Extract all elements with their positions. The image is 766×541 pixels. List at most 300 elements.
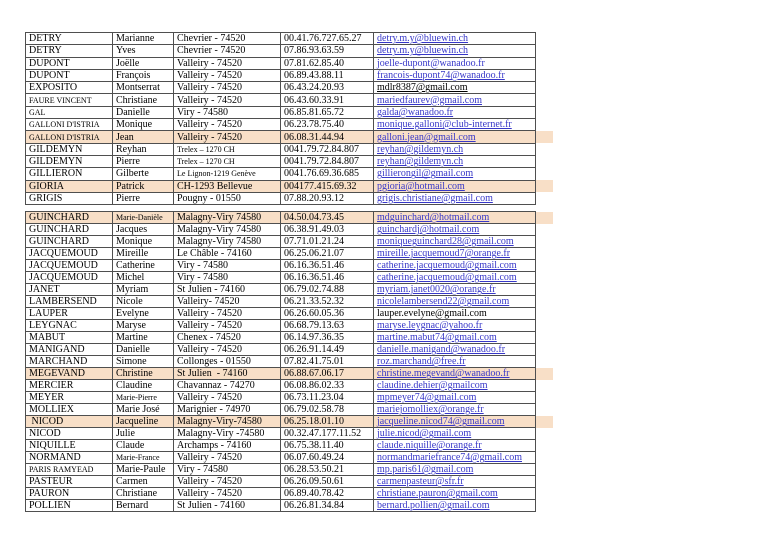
email-link[interactable]: christiane.pauron@gmail.com — [377, 488, 498, 500]
cell-first-name: Monique — [113, 236, 174, 248]
cell-address: Malagny-Viry 74580 — [174, 236, 281, 248]
cell-first-name: Joëlle — [113, 57, 174, 69]
cell-address: Trelex – 1270 CH — [174, 143, 281, 155]
cell-email — [374, 94, 536, 106]
cell-last-name: GRIGIS — [26, 192, 113, 204]
cell-phone: 06.08.86.02.33 — [281, 380, 374, 392]
cell-address: Valleiry - 74520 — [174, 57, 281, 69]
row-highlight-extension — [536, 404, 554, 416]
email-link[interactable]: catherine.jacquemoud@gmail.com — [377, 272, 517, 284]
row-highlight-extension — [536, 416, 554, 428]
table-row — [26, 260, 554, 272]
cell-email — [374, 344, 536, 356]
cell-email — [374, 368, 536, 380]
cell-address: Chenex - 74520 — [174, 332, 281, 344]
table-row — [26, 155, 554, 167]
cell-email — [374, 155, 536, 167]
cell-first-name: Christiane — [113, 488, 174, 500]
email-link[interactable]: detry.m.y@bluewin.ch — [377, 33, 469, 45]
table-row — [26, 272, 554, 284]
cell-email — [374, 82, 536, 94]
cell-phone: 00.32.47.177.11.52 — [281, 428, 374, 440]
row-highlight-extension — [536, 168, 554, 180]
cell-address: Valleiry - 74520 — [174, 119, 281, 131]
row-highlight-extension — [536, 500, 554, 512]
cell-first-name: Jacqueline — [113, 416, 174, 428]
cell-last-name: MOLLIEX — [26, 404, 113, 416]
cell-first-name: Martine — [113, 332, 174, 344]
email-link[interactable]: mariedfaurev@gmail.com — [377, 94, 482, 106]
cell-phone: 06.38.91.49.03 — [281, 224, 374, 236]
cell-email — [374, 248, 536, 260]
row-highlight-extension — [536, 476, 554, 488]
cell-last-name: MABUT — [26, 332, 113, 344]
cell-email — [374, 440, 536, 452]
cell-email — [374, 404, 536, 416]
email-link[interactable]: maryse.leygnac@yahoo.fr — [377, 320, 483, 332]
cell-first-name: Simone — [113, 356, 174, 368]
cell-address: Valleiry - 74520 — [174, 344, 281, 356]
cell-first-name: Claude — [113, 440, 174, 452]
cell-first-name: Pierre — [113, 192, 174, 204]
cell-address: Chevrier - 74520 — [174, 45, 281, 57]
cell-phone: 0041.79.72.84.807 — [281, 155, 374, 167]
email-link[interactable]: mireille.jacquemoud7@orange.fr — [377, 248, 511, 260]
email-link[interactable]: pgioria@hotmail.com — [377, 180, 465, 192]
row-highlight-extension — [536, 180, 554, 192]
row-highlight-extension — [536, 368, 554, 380]
cell-first-name: Maryse — [113, 320, 174, 332]
cell-first-name: Julie — [113, 428, 174, 440]
email-link[interactable]: danielle.manigand@wanadoo.fr — [377, 344, 506, 356]
cell-email — [374, 168, 536, 180]
cell-first-name: Nicole — [113, 296, 174, 308]
email-link[interactable]: carmenpasteur@sfr.fr — [377, 476, 464, 488]
cell-email — [374, 488, 536, 500]
table-row — [26, 488, 554, 500]
cell-first-name: Marie José — [113, 404, 174, 416]
row-highlight-extension — [536, 106, 554, 118]
table-row — [26, 33, 554, 45]
table-row — [26, 440, 554, 452]
cell-email — [374, 320, 536, 332]
row-highlight-extension — [536, 260, 554, 272]
cell-last-name: NORMAND — [26, 452, 113, 464]
cell-email — [374, 143, 536, 155]
cell-last-name: MEYER — [26, 392, 113, 404]
cell-address: Viry - 74580 — [174, 272, 281, 284]
email-link[interactable]: monique.galloni@club-internet.fr — [377, 119, 512, 131]
table-row — [26, 45, 554, 57]
row-highlight-extension — [536, 155, 554, 167]
table-row — [26, 69, 554, 81]
cell-address: Malagny-Viry 74580 — [174, 224, 281, 236]
email-link[interactable]: claude.niquille@orange.fr — [377, 440, 482, 452]
row-highlight-extension — [536, 320, 554, 332]
cell-address: Collonges - 01550 — [174, 356, 281, 368]
table-row — [26, 119, 554, 131]
cell-last-name: GIORIA — [26, 180, 113, 192]
cell-first-name: Gilberte — [113, 168, 174, 180]
table-row — [26, 180, 554, 192]
cell-last-name: MANIGAND — [26, 344, 113, 356]
cell-phone: 06.79.02.74.88 — [281, 284, 374, 296]
cell-phone: 06.88.67.06.17 — [281, 368, 374, 380]
cell-phone: 0041.76.69.36.685 — [281, 168, 374, 180]
cell-email — [374, 131, 536, 143]
cell-email — [374, 192, 536, 204]
cell-first-name: Monique — [113, 119, 174, 131]
cell-address: Valleiry - 74520 — [174, 476, 281, 488]
table-row — [26, 284, 554, 296]
row-highlight-extension — [536, 332, 554, 344]
cell-last-name: GUINCHARD — [26, 224, 113, 236]
cell-phone: 06.89.43.88.11 — [281, 69, 374, 81]
cell-last-name: DUPONT — [26, 57, 113, 69]
cell-address: Malagny-Viry 74580 — [174, 212, 281, 224]
cell-address: Valleiry - 74520 — [174, 308, 281, 320]
email-link[interactable]: julie.nicod@gmail.com — [377, 428, 472, 440]
row-highlight-extension — [536, 143, 554, 155]
cell-phone: 06.68.79.13.63 — [281, 320, 374, 332]
table-row — [26, 224, 554, 236]
cell-first-name: Marie-Danièle — [113, 212, 174, 224]
table-row — [26, 296, 554, 308]
email-link[interactable]: nicolelambersend22@gmail.com — [377, 296, 510, 308]
cell-email — [374, 69, 536, 81]
cell-phone: 06.26.91.14.49 — [281, 344, 374, 356]
cell-first-name: Mireille — [113, 248, 174, 260]
cell-last-name: PARIS RAMYEAD — [26, 464, 113, 476]
cell-last-name: JACQUEMOUD — [26, 248, 113, 260]
row-highlight-extension — [536, 248, 554, 260]
email-link[interactable]: reyhan@gildemyn.ch — [377, 156, 464, 168]
email-link[interactable]: claudine.dehier@gmailcom — [377, 380, 488, 392]
cell-email — [374, 119, 536, 131]
row-highlight-extension — [536, 452, 554, 464]
cell-email — [374, 212, 536, 224]
cell-phone: 06.26.81.34.84 — [281, 500, 374, 512]
row-highlight-extension — [536, 224, 554, 236]
table-row — [26, 106, 554, 118]
email-link[interactable]: mpmeyer74@gmail.com — [377, 392, 477, 404]
row-highlight-extension — [536, 344, 554, 356]
cell-address: Le Châble - 74160 — [174, 248, 281, 260]
cell-email — [374, 224, 536, 236]
email-link[interactable]: galloni.jean@gmail.com — [377, 131, 476, 143]
cell-email — [374, 464, 536, 476]
email-link[interactable]: guinchardj@hotmail.com — [377, 224, 480, 236]
cell-phone: 00.41.76.727.65.27 — [281, 33, 374, 45]
cell-last-name: DETRY — [26, 45, 113, 57]
email-link[interactable]: mdguinchard@hotmail.com — [377, 212, 490, 224]
cell-first-name: Patrick — [113, 180, 174, 192]
row-highlight-extension — [536, 272, 554, 284]
cell-first-name: Christine — [113, 368, 174, 380]
cell-first-name: Yves — [113, 45, 174, 57]
cell-address: Valleiry - 74520 — [174, 452, 281, 464]
cell-phone: 06.07.60.49.24 — [281, 452, 374, 464]
cell-email — [374, 308, 536, 320]
cell-last-name: GILDEMYN — [26, 155, 113, 167]
row-highlight-extension — [536, 356, 554, 368]
table-row — [26, 131, 554, 143]
cell-email — [374, 476, 536, 488]
email-link[interactable]: bernard.pollien@gmail.com — [377, 500, 490, 512]
cell-address: St Julien - 74160 — [174, 284, 281, 296]
cell-last-name: FAURE VINCENT — [26, 94, 113, 106]
cell-address: CH-1293 Bellevue — [174, 180, 281, 192]
cell-first-name: Jacques — [113, 224, 174, 236]
row-highlight-extension — [536, 57, 554, 69]
email-link[interactable]: detry.m.y@bluewin.ch — [377, 45, 469, 57]
email-link[interactable]: normandmariefrance74@gmail.com — [377, 452, 522, 464]
cell-first-name: Evelyne — [113, 308, 174, 320]
row-highlight-extension — [536, 428, 554, 440]
cell-address: Valleiry- 74520 — [174, 296, 281, 308]
cell-phone: 06.16.36.51.46 — [281, 260, 374, 272]
cell-email — [374, 284, 536, 296]
cell-email — [374, 416, 536, 428]
cell-phone: 06.79.02.58.78 — [281, 404, 374, 416]
cell-first-name: Marianne — [113, 33, 174, 45]
cell-first-name: Danielle — [113, 106, 174, 118]
cell-first-name: Carmen — [113, 476, 174, 488]
cell-phone: 06.25.06.21.07 — [281, 248, 374, 260]
cell-address: Viry - 74580 — [174, 464, 281, 476]
cell-last-name: MARCHAND — [26, 356, 113, 368]
cell-last-name: NIQUILLE — [26, 440, 113, 452]
cell-phone: 06.43.60.33.91 — [281, 94, 374, 106]
cell-first-name: Marie-France — [113, 452, 174, 464]
cell-phone: 06.75.38.11.40 — [281, 440, 374, 452]
cell-phone: 06.14.97.36.35 — [281, 332, 374, 344]
row-highlight-extension — [536, 94, 554, 106]
cell-address: St Julien - 74160 — [174, 368, 281, 380]
table-row — [26, 248, 554, 260]
cell-address: Valleiry - 74520 — [174, 320, 281, 332]
cell-phone: 06.43.24.20.93 — [281, 82, 374, 94]
cell-address: Malagny-Viry -74580 — [174, 428, 281, 440]
cell-address: Valleiry - 74520 — [174, 82, 281, 94]
row-highlight-extension — [536, 392, 554, 404]
cell-address: Marignier - 74970 — [174, 404, 281, 416]
cell-first-name: Danielle — [113, 344, 174, 356]
cell-first-name: Michel — [113, 272, 174, 284]
cell-email — [374, 33, 536, 45]
table-row — [26, 500, 554, 512]
cell-email — [374, 106, 536, 118]
table-row — [26, 476, 554, 488]
email-link[interactable]: mp.paris61@gmail.com — [377, 464, 474, 476]
email-link[interactable]: mariejomolliex@orange.fr — [377, 404, 484, 416]
table-row — [26, 168, 554, 180]
cell-first-name: Myriam — [113, 284, 174, 296]
cell-address: Valleiry - 74520 — [174, 131, 281, 143]
cell-first-name: Bernard — [113, 500, 174, 512]
cell-phone: 06.85.81.65.72 — [281, 106, 374, 118]
cell-email — [374, 428, 536, 440]
cell-phone: 0041.79.72.84.807 — [281, 143, 374, 155]
email-link[interactable]: jacqueline.nicod74@gmail.com — [377, 416, 505, 428]
cell-last-name: DETRY — [26, 33, 113, 45]
cell-last-name: GUINCHARD — [26, 236, 113, 248]
cell-phone: 06.26.09.50.61 — [281, 476, 374, 488]
row-highlight-extension — [536, 45, 554, 57]
cell-address: Valleiry - 74520 — [174, 94, 281, 106]
table-row — [26, 392, 554, 404]
cell-last-name: DUPONT — [26, 69, 113, 81]
contact-table-section-2 — [25, 211, 554, 512]
cell-first-name: Catherine — [113, 260, 174, 272]
table-row — [26, 464, 554, 476]
row-highlight-extension — [536, 119, 554, 131]
cell-last-name: NICOD — [26, 428, 113, 440]
cell-address: Viry - 74580 — [174, 106, 281, 118]
table-row — [26, 368, 554, 380]
table-row — [26, 356, 554, 368]
cell-phone: 06.28.53.50.21 — [281, 464, 374, 476]
email-link[interactable]: martine.mabut74@gmail.com — [377, 332, 497, 344]
row-highlight-extension — [536, 440, 554, 452]
cell-email — [374, 260, 536, 272]
cell-email — [374, 380, 536, 392]
row-highlight-extension — [536, 131, 554, 143]
row-highlight-extension — [536, 284, 554, 296]
table-row — [26, 82, 554, 94]
cell-phone: 04.50.04.73.45 — [281, 212, 374, 224]
cell-email — [374, 45, 536, 57]
cell-last-name: GAL — [26, 106, 113, 118]
cell-address: Chevrier - 74520 — [174, 33, 281, 45]
cell-phone: 06.23.78.75.40 — [281, 119, 374, 131]
row-highlight-extension — [536, 236, 554, 248]
table-row — [26, 94, 554, 106]
row-highlight-extension — [536, 308, 554, 320]
table-row — [26, 428, 554, 440]
cell-email — [374, 296, 536, 308]
cell-phone: 06.16.36.51.46 — [281, 272, 374, 284]
cell-last-name: GALLONI D'ISTRIA — [26, 131, 113, 143]
table-row — [26, 212, 554, 224]
table-row — [26, 308, 554, 320]
email-link[interactable]: mdlr8387@gmail.com — [377, 82, 468, 94]
cell-last-name: JACQUEMOUD — [26, 260, 113, 272]
cell-phone: 07.86.93.63.59 — [281, 45, 374, 57]
row-highlight-extension — [536, 464, 554, 476]
cell-last-name: LAMBERSEND — [26, 296, 113, 308]
email-link[interactable]: catherine.jacquemoud@gmail.com — [377, 260, 517, 272]
cell-first-name: Montserrat — [113, 82, 174, 94]
cell-email — [374, 236, 536, 248]
cell-last-name: MERCIER — [26, 380, 113, 392]
cell-last-name: PASTEUR — [26, 476, 113, 488]
cell-last-name: GALLONI D'ISTRIA — [26, 119, 113, 131]
row-highlight-extension — [536, 212, 554, 224]
cell-address: Valleiry - 74520 — [174, 392, 281, 404]
cell-first-name: Claudine — [113, 380, 174, 392]
cell-email — [374, 392, 536, 404]
contact-table-section-1 — [25, 32, 554, 205]
cell-last-name: EXPOSITO — [26, 82, 113, 94]
row-highlight-extension — [536, 69, 554, 81]
email-link[interactable]: roz.marchand@free.fr — [377, 356, 466, 368]
email-link[interactable]: gillierongil@gmail.com — [377, 168, 474, 180]
cell-phone: 06.89.40.78.42 — [281, 488, 374, 500]
cell-first-name: Reyhan — [113, 143, 174, 155]
cell-first-name: Christiane — [113, 94, 174, 106]
cell-last-name: LAUPER — [26, 308, 113, 320]
cell-last-name: PAURON — [26, 488, 113, 500]
cell-address: Viry - 74580 — [174, 260, 281, 272]
cell-phone: 07.82.41.75.01 — [281, 356, 374, 368]
email-link[interactable]: joelle-dupont@wanadoo.fr — [377, 57, 485, 69]
cell-address: Le Lignon-1219 Genève — [174, 168, 281, 180]
table-row — [26, 320, 554, 332]
email-link[interactable]: grigis.christiane@gmail.com — [377, 193, 493, 204]
email-link[interactable]: francois-dupont74@wanadoo.fr — [377, 70, 505, 82]
email-link[interactable]: reyhan@gildemyn.ch — [377, 143, 464, 155]
cell-last-name: NICOD — [26, 416, 113, 428]
contact-list-sheet — [25, 32, 554, 512]
cell-address: Trelex – 1270 CH — [174, 155, 281, 167]
cell-phone: 06.26.60.05.36 — [281, 308, 374, 320]
cell-address: Archamps - 74160 — [174, 440, 281, 452]
cell-phone: 07.81.62.85.40 — [281, 57, 374, 69]
email-link[interactable]: lauper.evelyne@gmail.com — [377, 308, 487, 320]
cell-last-name: MEGEVAND — [26, 368, 113, 380]
table-row — [26, 236, 554, 248]
row-highlight-extension — [536, 82, 554, 94]
cell-email — [374, 452, 536, 464]
table-row — [26, 143, 554, 155]
cell-phone: 06.73.11.23.04 — [281, 392, 374, 404]
table-row — [26, 416, 554, 428]
table-row — [26, 192, 554, 204]
cell-last-name: LEYGNAC — [26, 320, 113, 332]
cell-first-name: Marie-Paule — [113, 464, 174, 476]
cell-phone: 06.25.18.01.10 — [281, 416, 374, 428]
cell-last-name: GILDEMYN — [26, 143, 113, 155]
email-link[interactable]: galda@wanadoo.fr — [377, 106, 454, 118]
row-highlight-extension — [536, 488, 554, 500]
cell-last-name: JACQUEMOUD — [26, 272, 113, 284]
cell-email — [374, 332, 536, 344]
email-link[interactable]: christine.megevand@wanadoo.fr — [377, 368, 510, 380]
cell-phone: 07.88.20.93.12 — [281, 192, 374, 204]
email-link[interactable]: myriam.janet0020@orange.fr — [377, 284, 496, 296]
cell-first-name: Marie-Pierre — [113, 392, 174, 404]
cell-address: Chavannaz - 74270 — [174, 380, 281, 392]
row-highlight-extension — [536, 192, 554, 204]
cell-last-name: JANET — [26, 284, 113, 296]
cell-email — [374, 57, 536, 69]
cell-address: St Julien - 74160 — [174, 500, 281, 512]
row-highlight-extension — [536, 296, 554, 308]
table-row — [26, 452, 554, 464]
table-row — [26, 380, 554, 392]
cell-email — [374, 272, 536, 284]
cell-address: Valleiry - 74520 — [174, 488, 281, 500]
cell-first-name: Jean — [113, 131, 174, 143]
cell-phone: 004177.415.69.32 — [281, 180, 374, 192]
table-row — [26, 344, 554, 356]
cell-phone: 07.71.01.21.24 — [281, 236, 374, 248]
cell-phone: 06.21.33.52.32 — [281, 296, 374, 308]
cell-first-name: Pierre — [113, 155, 174, 167]
cell-address: Malagny-Viry-74580 — [174, 416, 281, 428]
email-link[interactable]: moniqueguinchard28@gmail.com — [377, 236, 514, 248]
